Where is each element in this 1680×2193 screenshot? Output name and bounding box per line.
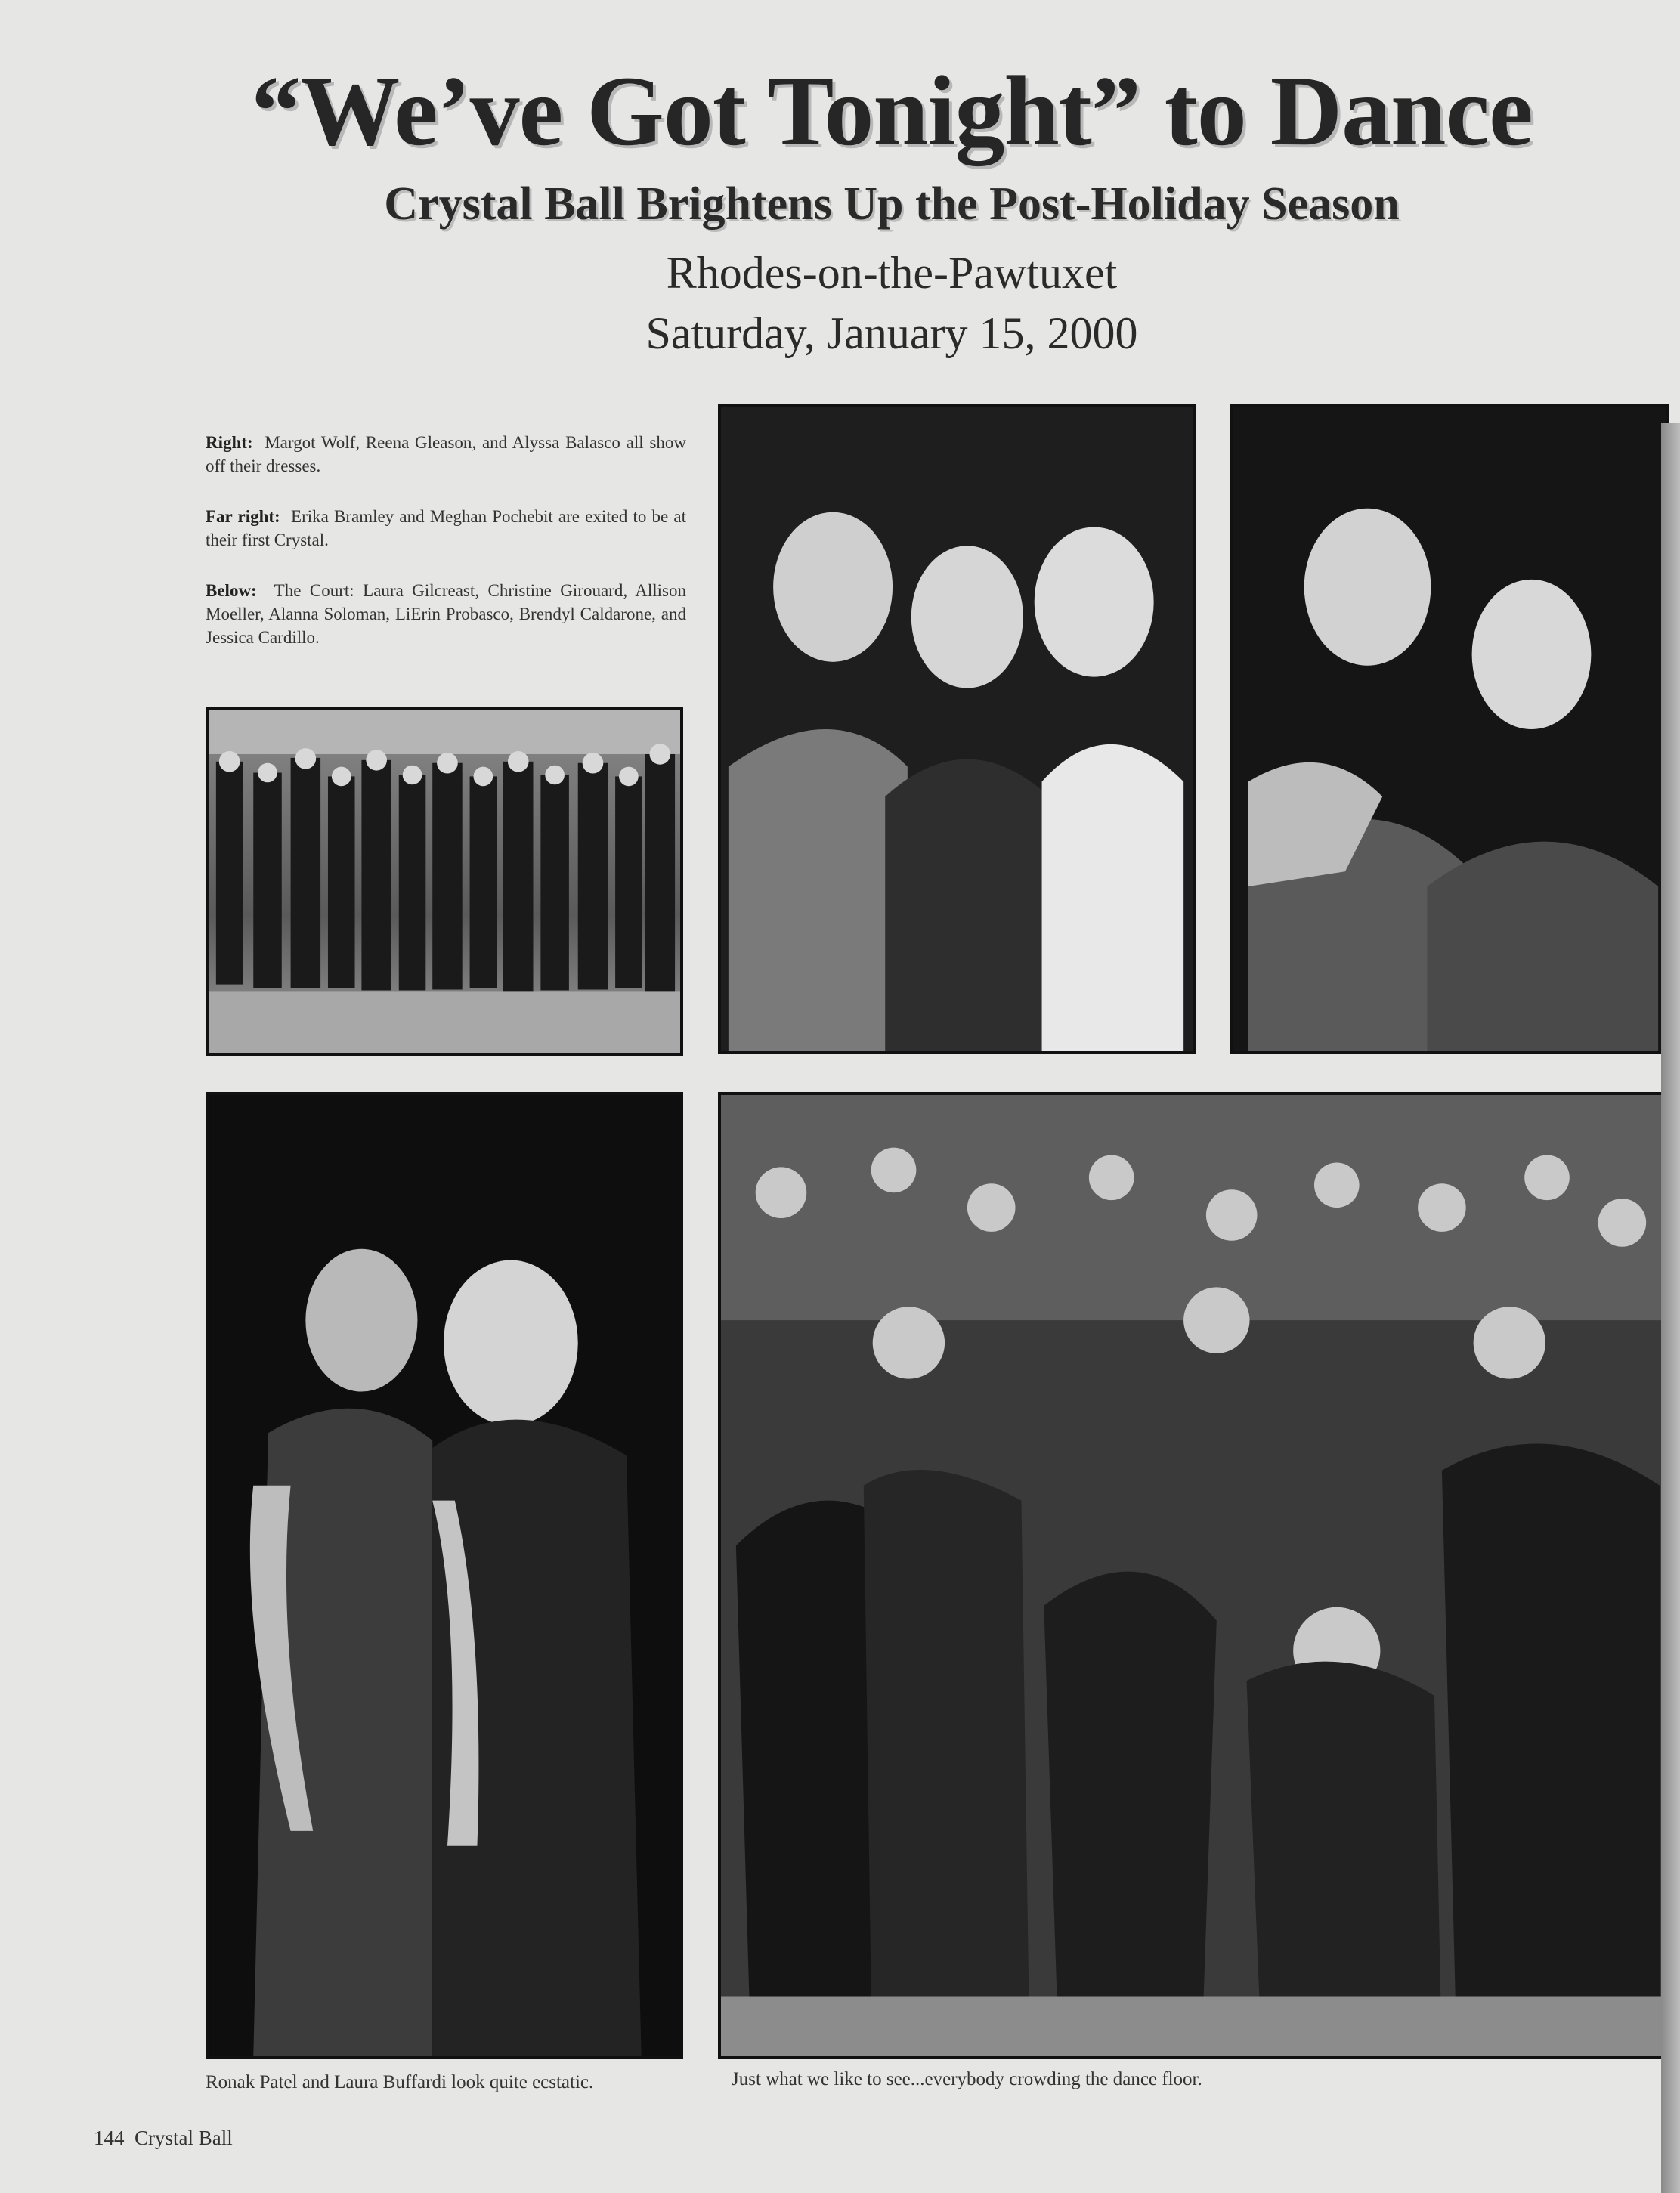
page-subtitle: Crystal Ball Brightens Up the Post-Holiday Season: [384, 178, 1400, 230]
caption-label: Right:: [206, 433, 253, 452]
photo-ronak-laura: [206, 1092, 683, 2059]
page-footer: [94, 2125, 233, 2151]
caption-below: [206, 579, 686, 649]
page-binding-shadow: [1661, 423, 1680, 2193]
photo-three-girls: [718, 404, 1196, 1054]
photo-dance-floor: [718, 1092, 1669, 2059]
caption-dance-floor: Just what we like to see...everybody crowding the dance floor.: [732, 2069, 1202, 2089]
photo-captions-block: [206, 431, 686, 676]
event-date: Saturday, January 15, 2000: [645, 308, 1138, 358]
caption-text: Margot Wolf, Reena Gleason, and Alyssa Balasco all show off their dresses.: [206, 433, 686, 475]
page-number: 144: [94, 2126, 125, 2149]
section-name: Crystal Ball: [135, 2126, 233, 2149]
caption-right: [206, 431, 686, 478]
caption-ronak-laura: Ronak Patel and Laura Buffardi look quite ecstatic.: [206, 2072, 594, 2092]
caption-far-right: [206, 505, 686, 552]
caption-text: Erika Bramley and Meghan Pochebit are exited to be at their first Crystal.: [206, 507, 687, 549]
photo-two-girls: [1230, 404, 1669, 1054]
caption-text: The Court: Laura Gilcreast, Christine Girouard, Allison Moeller, Alanna Soloman, LiErin Probasco, Brendyl Caldarone, and Jessica Cardillo.: [206, 581, 687, 647]
photo-court-group: [206, 707, 683, 1056]
caption-label: Below:: [206, 581, 257, 600]
page-title: “We’ve Got Tonight” to Dance: [251, 55, 1533, 166]
event-venue: Rhodes-on-the-Pawtuxet: [666, 248, 1118, 298]
caption-label: Far right:: [206, 507, 280, 526]
